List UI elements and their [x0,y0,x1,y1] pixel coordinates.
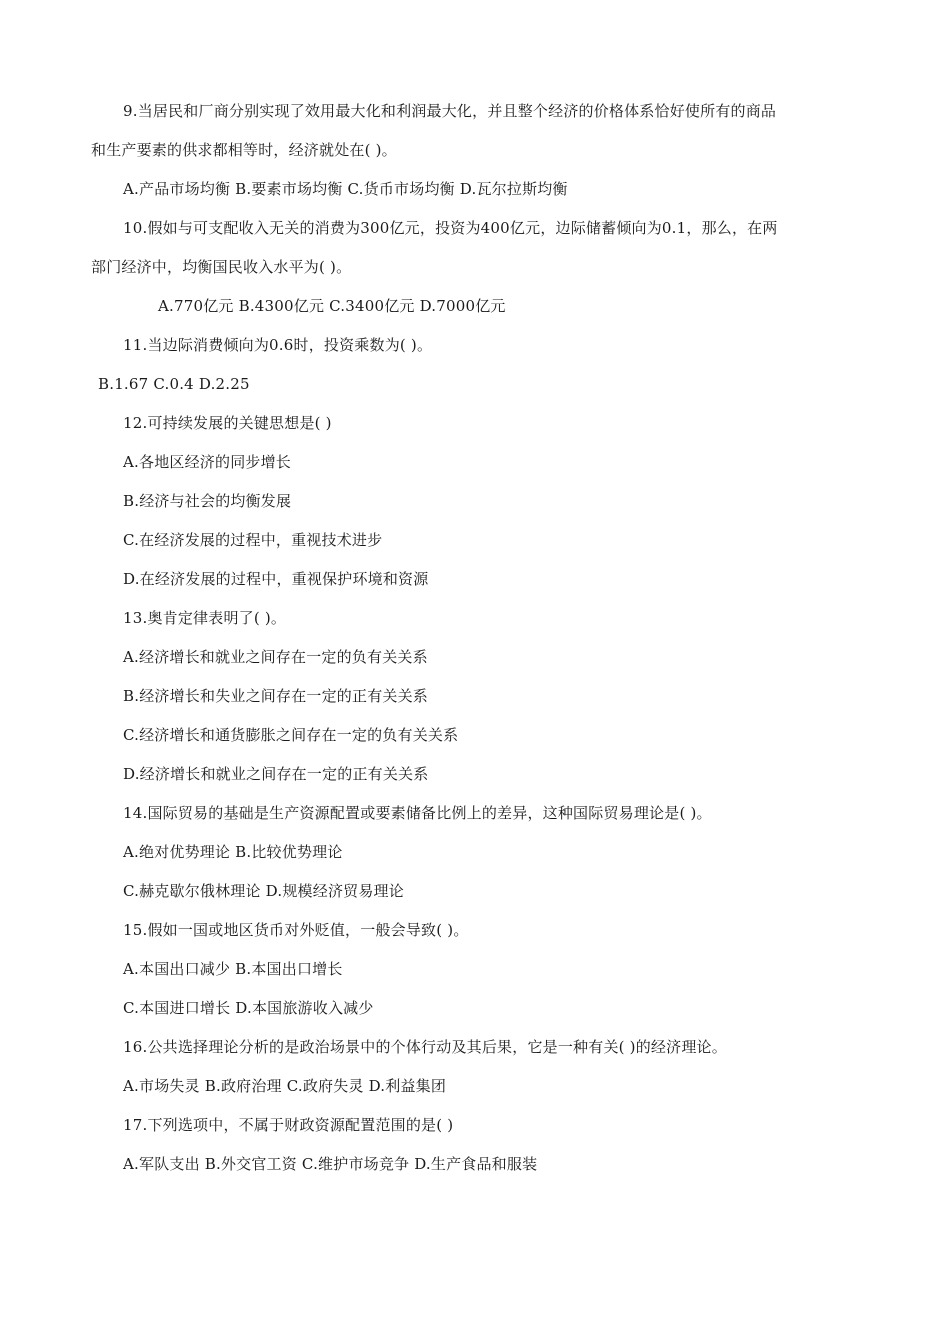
q10-stem-line2: 部门经济中，均衡国民收入水平为( )。 [91,258,352,276]
q16-stem: 16.公共选择理论分析的是政治场景中的个体行动及其后果，它是一种有关( )的经济理论。 [123,1038,727,1056]
q12-option-b: B.经济与社会的均衡发展 [123,492,292,510]
q12-option-a: A.各地区经济的同步增长 [123,453,292,471]
q10-stem-line1: 10.假如与可支配收入无关的消费为300亿元，投资为400亿元，边际储蓄倾向为0.1，那么，在两 [123,219,778,237]
q12-stem: 12.可持续发展的关键思想是( ) [123,414,332,432]
q9-options: A.产品市场均衡 B.要素市场均衡 C.货币市场均衡 D.瓦尔拉斯均衡 [123,180,568,198]
q14-options-ab: A.绝对优势理论 B.比较优势理论 [123,843,343,861]
q9-stem-line2: 和生产要素的供求都相等时，经济就处在( )。 [91,141,397,159]
q15-options-ab: A.本国出口减少 B.本国出口增长 [123,960,343,978]
q11-options: B.1.67 C.0.4 D.2.25 [98,375,250,393]
q12-option-c: C.在经济发展的过程中，重视技术进步 [123,531,383,549]
q13-option-c: C.经济增长和通货膨胀之间存在一定的负有关关系 [123,726,459,744]
q13-option-d: D.经济增长和就业之间存在一定的正有关关系 [123,765,429,783]
q13-option-b: B.经济增长和失业之间存在一定的正有关关系 [123,687,428,705]
q14-stem: 14.国际贸易的基础是生产资源配置或要素储备比例上的差异，这种国际贸易理论是( )。 [123,804,712,822]
q15-options-cd: C.本国进口增长 D.本国旅游收入减少 [123,999,374,1017]
q16-options: A.市场失灵 B.政府治理 C.政府失灵 D.利益集团 [123,1077,447,1095]
q15-stem: 15.假如一国或地区货币对外贬值，一般会导致( )。 [123,921,469,939]
q12-option-d: D.在经济发展的过程中，重视保护环境和资源 [123,570,429,588]
q13-stem: 13.奥肯定律表明了( )。 [123,609,287,627]
q13-option-a: A.经济增长和就业之间存在一定的负有关关系 [123,648,428,666]
q14-options-cd: C.赫克歇尔俄林理论 D.规模经济贸易理论 [123,882,404,900]
q11-stem: 11.当边际消费倾向为0.6时，投资乘数为( )。 [123,336,433,354]
q10-options: A.770亿元 B.4300亿元 C.3400亿元 D.7000亿元 [158,297,506,315]
q17-stem: 17.下列选项中，不属于财政资源配置范围的是( ) [123,1116,454,1134]
q9-stem-line1: 9.当居民和厂商分别实现了效用最大化和利润最大化，并且整个经济的价格体系恰好使所有的商品 [123,102,777,120]
q17-options: A.军队支出 B.外交官工资 C.维护市场竞争 D.生产食品和服装 [123,1155,538,1173]
